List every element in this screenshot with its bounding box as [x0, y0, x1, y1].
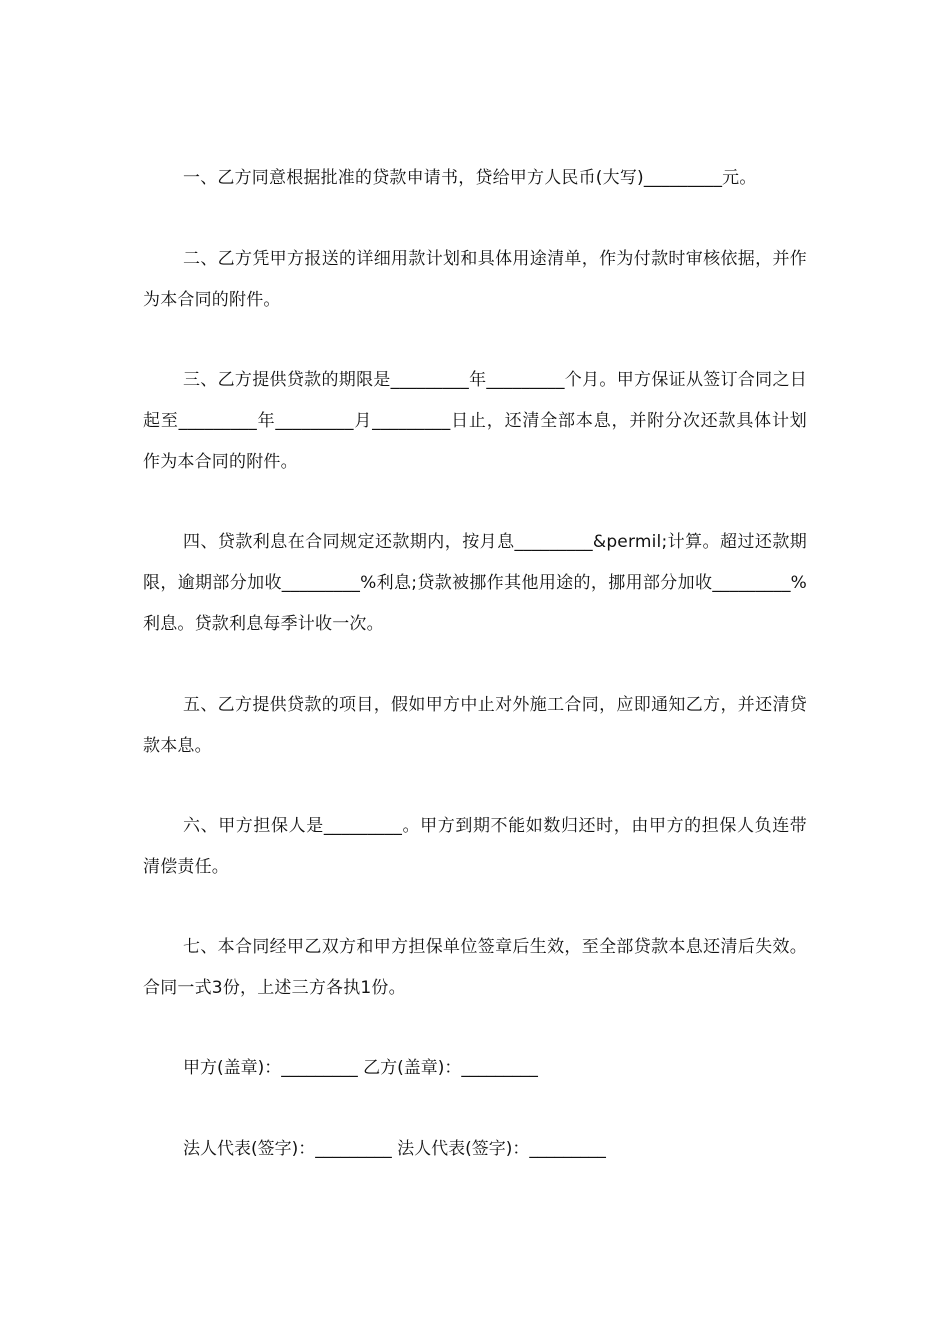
clause-5: 五、乙方提供贷款的项目，假如甲方中止对外施工合同，应即通知乙方，并还清贷款本息。 [143, 695, 807, 756]
clause-2: 二、乙方凭甲方报送的详细用款计划和具体用途清单，作为付款时审核依据，并作为本合同的附件。 [143, 249, 807, 310]
clause-3: 三、乙方提供贷款的期限是_________年_________个月。甲方保证从签订合同之日起至_________年_________月_________日止，还清全部本息，并附分次还款具体计划作为本合同的附件。 [143, 370, 807, 472]
seal-signature-line: 甲方(盖章)：_________ 乙方(盖章)：_________ [183, 1058, 538, 1078]
clause-6: 六、甲方担保人是_________。甲方到期不能如数归还时，由甲方的担保人负连带清偿责任。 [143, 816, 807, 877]
clause-7: 七、本合同经甲乙双方和甲方担保单位签章后生效，至全部贷款本息还清后失效。合同一式3份，上述三方各执1份。 [143, 937, 807, 998]
clause-4: 四、贷款利息在合同规定还款期内，按月息_________&permil;计算。超过还款期限，逾期部分加收_________%利息;贷款被挪作其他用途的，挪用部分加收_________%利息。贷款利息每季计收一次。 [143, 532, 807, 634]
representative-signature-line: 法人代表(签字)：_________ 法人代表(签字)：_________ [183, 1139, 606, 1159]
clause-1: 一、乙方同意根据批准的贷款申请书，贷给甲方人民币(大写)_________元。 [183, 168, 757, 188]
